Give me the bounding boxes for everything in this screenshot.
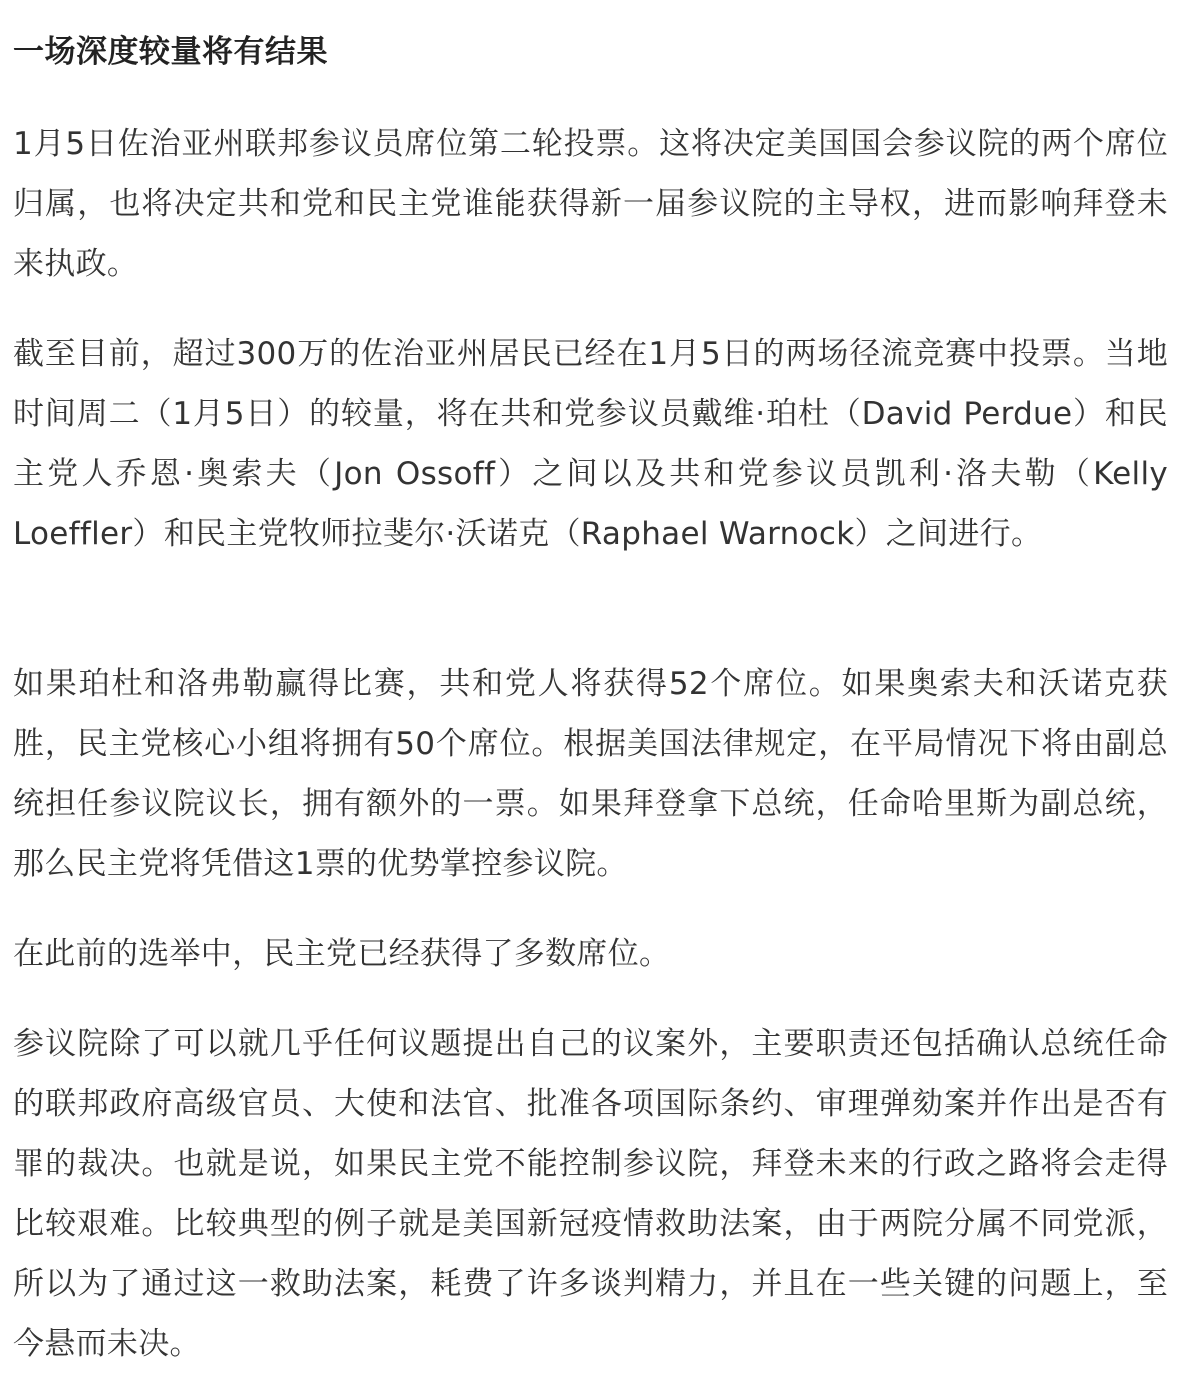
article-paragraph: 1月5日佐治亚州联邦参议员席位第二轮投票。这将决定美国国会参议院的两个席位归属，也将决定共和党和民主党谁能获得新一届参议院的主导权，进而影响拜登未来执政。 <box>13 126 1168 282</box>
article-paragraph: 如果珀杜和洛弗勒赢得比赛，共和党人将获得52个席位。如果奥索夫和沃诺克获胜，民主党核心小组将拥有50个席位。根据美国法律规定，在平局情况下将由副总统担任参议院议长，拥有额外的一票。如果拜登拿下总统，任命哈里斯为副总统，那么民主党将凭借这1票的优势掌控参议院。 <box>13 666 1168 882</box>
article-paragraph: 参议院除了可以就几乎任何议题提出自己的议案外，主要职责还包括确认总统任命的联邦政府高级官员、大使和法官、批准各项国际条约、审理弹劾案并作出是否有罪的裁决。也就是说，如果民主党不能控制参议院，拜登未来的行政之路将会走得比较艰难。比较典型的例子就是美国新冠疫情救助法案，由于两院分属不同党派，所以为了通过这一救助法案，耗费了许多谈判精力，并且在一些关键的问题上，至今悬而未决。 <box>13 1026 1168 1362</box>
article-paragraph: 在此前的选举中，民主党已经获得了多数席位。 <box>13 936 671 972</box>
article-paragraph: 截至目前，超过300万的佐治亚州居民已经在1月5日的两场径流竞赛中投票。当地时间周二（1月5日）的较量，将在共和党参议员戴维·珀杜（David Perdue）和民主党人乔恩·奥索夫（Jon Ossoff）之间以及共和党参议员凯利·洛夫勒（Kelly Loeffler）和民主党牧师拉斐尔·沃诺克（Raphael Warnock）之间进行。 <box>13 336 1168 552</box>
article-heading: 一场深度较量将有结果 <box>13 34 328 70</box>
